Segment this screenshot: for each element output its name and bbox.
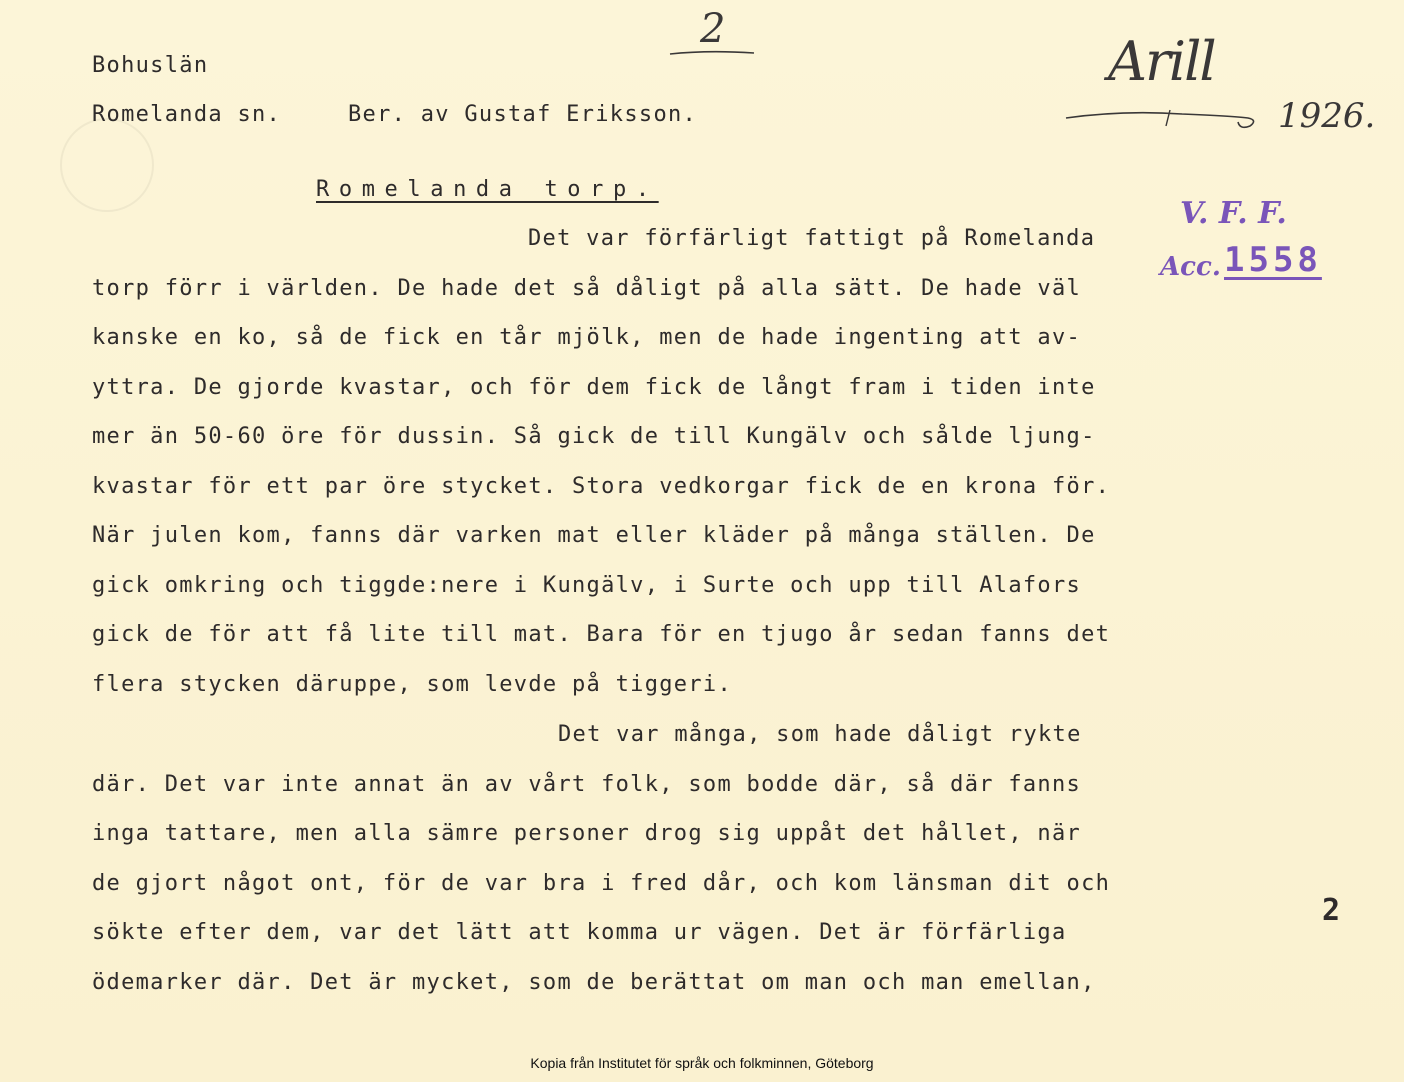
body-line: Det var många, som hade dåligt rykte [558,722,1082,747]
body-line: ödemarker där. Det är mycket, som de berättat om man och man emellan, [92,970,1096,995]
stamp-acc-number: 1558 [1224,240,1322,280]
margin-page-number: 2 [1322,893,1342,928]
body-line: flera stycken däruppe, som levde på tiggeri. [92,672,732,697]
handwritten-flourish [1062,96,1262,136]
page-mark-underline [668,48,758,58]
body-line: kvastar för ett par öre stycket. Stora vedkorgar fick de en krona för. [92,474,1111,499]
body-line: gick de för att få lite till mat. Bara för en tjugo år sedan fanns det [92,622,1111,647]
faint-stamp-mark [60,118,154,212]
stamp-vff: V. F. F. [1180,196,1287,231]
body-line: yttra. De gjorde kvastar, och för dem fick de långt fram i tiden inte [92,375,1096,400]
stamp-acc-prefix: Acc. [1160,252,1221,282]
handwritten-year: 1926. [1278,96,1376,136]
body-line: torp förr i världen. De hade det så dåligt på alla sätt. De hade väl [92,276,1082,301]
body-line: inga tattare, men alla sämre personer drog sig uppåt det hållet, när [92,821,1082,846]
parish-label: Romelanda sn. [92,102,282,127]
archive-footer: Kopia från Institutet för språk och folkminnen, Göteborg [530,1055,874,1071]
body-line: mer än 50-60 öre för dussin. Så gick de till Kungälv och sålde ljung- [92,424,1096,449]
body-line: gick omkring och tiggde:nere i Kungälv, i Surte och upp till Alafors [92,573,1082,598]
handwritten-page-mark: 2 [700,6,726,52]
body-line: När julen kom, fanns där varken mat eller kläder på många ställen. De [92,523,1096,548]
body-line: kanske en ko, så de fick en tår mjölk, men de hade ingenting att av- [92,325,1082,350]
body-line: Det var förfärligt fattigt på Romelanda [528,226,1096,251]
document-title: Romelanda torp. [316,177,659,202]
province-label: Bohuslän [92,53,209,78]
reporter-label: Ber. av Gustaf Eriksson. [348,102,698,127]
body-line: där. Det var inte annat än av vårt folk, som bodde där, så där fanns [92,772,1082,797]
body-line: de gjort något ont, för de var bra i fred dår, och kom länsman dit och [92,871,1111,896]
handwritten-place: Arill [1108,30,1215,93]
body-line: sökte efter dem, var det lätt att komma ur vägen. Det är förfärliga [92,920,1067,945]
